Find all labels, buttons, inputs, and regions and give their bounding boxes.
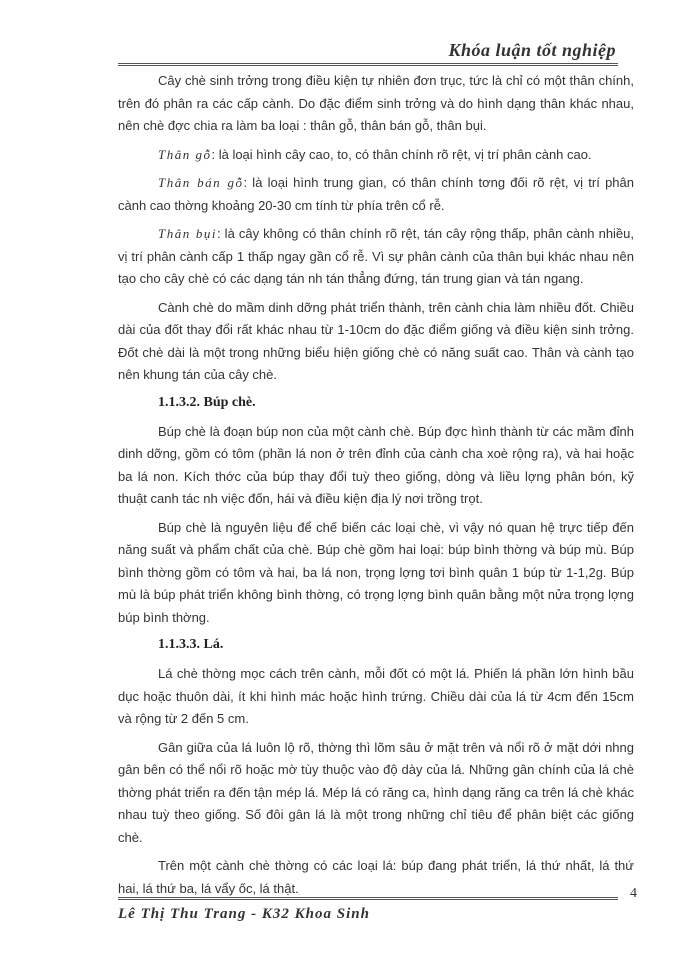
paragraph-wood-stem xyxy=(118,144,634,167)
definition-bush-stem: : là cây không có thân chính rõ rệt, tán cây rộng thấp, phân cành nhiều, vị trí phân cành cấp 1 thấp ngay gần cổ rễ. Vì sự phân cành của thân bụi khác nhau nên tạo cho cây chè có các dạng tán nh tán thẳng đứng, tán trung gian và tán ngang. xyxy=(118,226,635,286)
page-header xyxy=(118,40,618,66)
term-bush-stem: Thân bụi xyxy=(158,226,218,241)
definition-wood-stem: : là loại hình cây cao, to, có thân chính rõ rệt, vị trí phân cành cao. xyxy=(211,146,592,162)
term-wood-stem: Thân gỗ xyxy=(158,146,212,162)
definition-semi-wood-stem: : là loại hình trung gian, có thân chính tơng đối rõ rệt, vị trí phân cành cao thờng khoảng 20-30 cm tính từ phía trên cổ rễ. xyxy=(118,175,634,213)
header-title: Khóa luận tốt nghiệp xyxy=(448,40,616,60)
paragraph-stem-growth: Cây chè sinh trởng trong điều kiện tự nhiên đơn trục, tức là chỉ có một thân chính, trên đó phân ra các cấp cành. Do đặc điểm sinh trởng và do hình dạng thân khác nhau, nên chè đợc chia ra làm ba loại : thân gỗ, thân bán gỗ, thân bụi. xyxy=(118,73,634,133)
paragraph-bush-stem xyxy=(118,223,634,291)
section-heading-leaf: 1.1.3.3. Lá. xyxy=(158,637,224,652)
section-heading-bud: 1.1.3.2. Búp chè. xyxy=(158,394,256,410)
paragraph-bud-definition: Búp chè là đoạn búp non của một cành chè. Búp đợc hình thành từ các mầm đỉnh dinh dỡng, gồm có tôm (phần lá non ở trên đỉnh của cành cha xoè rộng ra), và hai hoặc ba lá non. Kích thớc của búp thay đổi tuỳ theo giống, dòng và liều lợng phân bón, kỹ thuật canh tác nh việc đốn, hái và điều kiện địa lý nơi trồng trọt. xyxy=(118,423,634,506)
paragraph-branches: Cành chè do mầm dinh dỡng phát triển thành, trên cành chia làm nhiều đốt. Chiều dài của đốt thay đổi rất khác nhau từ 1-10cm do đặc điểm giống và điều kiện sinh trởng. Đốt chè dài là một trong những biểu hiện giống chè có năng suất cao. Thân và cành tạo nên khung tán của cây chè. xyxy=(118,299,634,382)
page-number: 4 xyxy=(630,886,637,901)
footer-author: Lê Thị Thu Trang - K32 Khoa Sinh xyxy=(118,906,370,922)
paragraph-leaf-types: Trên một cành chè thờng có các loại lá: búp đang phát triển, lá thứ nhất, lá thứ hai, lá thứ ba, lá vẩy ốc, lá thật. xyxy=(118,858,634,896)
document-body xyxy=(118,70,634,906)
paragraph-bud-types: Búp chè là nguyên liệu để chế biến các loại chè, vì vậy nó quan hệ trực tiếp đến năng suất và phẩm chất của chè. Búp chè gồm hai loại: búp bình thờng và búp mù. Búp bình thờng gồm có tôm và hai, ba lá non, trọng lợng tơi bình quân 1 búp từ 1-1,2g. Búp mù là búp phát triển không bình thờng, có trọng lợng bình quân bằng một nửa trọng lợng búp bình thờng. xyxy=(118,519,634,625)
page-footer xyxy=(118,886,637,924)
paragraph-semi-wood-stem xyxy=(118,172,634,217)
header-rule xyxy=(118,63,618,66)
paragraph-leaf-shape: Lá chè thờng mọc cách trên cành, mỗi đốt có một lá. Phiến lá phần lớn hình bầu dục hoặc thuôn dài, ít khi hình mác hoặc hình trứng. Chiều dài của lá từ 4cm đến 15cm và rộng từ 2 đến 5 cm. xyxy=(118,666,634,726)
paragraph-leaf-veins: Gân giữa của lá luôn lộ rõ, thờng thì lõm sâu ở mặt trên và nổi rõ ở mặt dới nhng gân bên có thể nổi rõ hoặc mờ tùy thuộc vào độ dày của lá. Những gân chính của lá chè thờng phát triển ra đến tận mép lá. Mép lá có răng ca, hình dạng răng ca trên lá chè khác nhau tuỳ theo giống. Số đôi gân lá là một trong những chỉ tiêu để phân biệt các giống chè. xyxy=(118,739,634,845)
term-semi-wood-stem: Thân bán gỗ xyxy=(158,175,244,190)
